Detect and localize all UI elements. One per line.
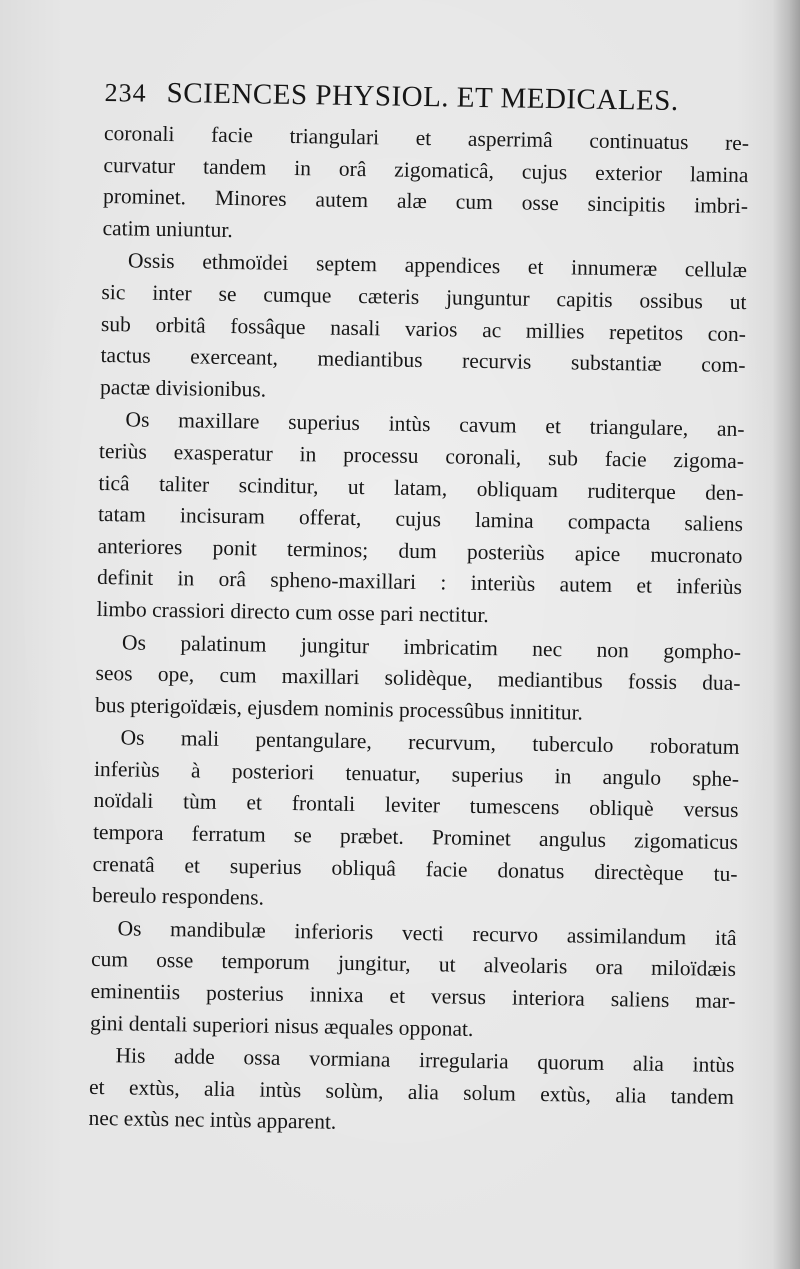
text-line: bereulo respondens. [91, 883, 265, 910]
text-line: gini dentali superiori nisus æquales opponat. [89, 1010, 474, 1041]
paragraph-7 [88, 1040, 734, 1145]
text-line: coronali facie triangulari et asperrimâ continuatus re- [103, 120, 750, 156]
text-line: curvatur tandem in orâ zigomaticâ, cujus exterior lamina [103, 152, 749, 187]
paragraph-3 [96, 404, 744, 635]
text-line: tactus exerceant, mediantibus recurvis substantiæ com- [100, 343, 746, 378]
text-block [88, 72, 750, 1145]
text-line: teriùs exasperatur in processu coronali, sub facie zigoma- [98, 438, 745, 474]
page-number: 234 [104, 77, 147, 108]
text-line: prominet. Minores autem alæ cum osse sincipitis imbri- [102, 184, 749, 219]
text-line: inferiùs à posteriori tenuatur, superius in angulo sphe- [93, 756, 740, 791]
text-line: Os palatinum jungitur imbricatim nec non gompho- [121, 629, 742, 664]
text-line: His adde ossa vormiana irregularia quorum alia intùs [115, 1043, 735, 1078]
running-head [104, 72, 750, 126]
page-edge-shadow [772, 0, 800, 1269]
paragraph-5 [92, 722, 740, 922]
text-line: crenatâ et superius obliquâ facie donatus directèque tu- [92, 851, 738, 886]
text-line: noïdali tùm et frontali leviter tumescens obliquè versus [93, 788, 739, 823]
paragraph-6 [90, 913, 737, 1049]
text-line: Os mali pentangulare, recurvum, tuberculo roboratum [120, 725, 740, 760]
paragraph-2 [100, 245, 747, 413]
text-line: Os mandibulæ inferioris vecti recurvo assimilandum itâ [117, 916, 737, 950]
text-line: definit in orâ spheno-maxillari : interiùs autem et inferiùs [96, 565, 743, 600]
text-line: nec extùs nec intùs apparent. [88, 1106, 337, 1135]
running-title: SCIENCES PHYSIOL. ET MEDICALES. [166, 76, 679, 118]
paragraph-1 [102, 118, 749, 254]
text-line: pactæ divisionibus. [99, 374, 267, 402]
text-line: et extùs, alia intùs solùm, alia solum extùs, alia tandem [88, 1074, 735, 1109]
text-line: catim uniuntur. [102, 215, 233, 242]
text-line: cum osse temporum jungitur, ut alveolaris ora miloïdæis [90, 947, 737, 982]
text-line: tempora ferratum se præbet. Prominet angulus zigomaticus [92, 819, 739, 855]
text-line: eminentiis posterius innixa et versus interiora saliens mar- [90, 978, 736, 1014]
text-line: tatam incisuram offerat, cujus lamina compacta saliens [97, 502, 744, 537]
text-line: ticâ taliter scinditur, ut latam, obliquam ruditerque den- [98, 470, 744, 505]
text-line: Ossis ethmoïdei septem appendices et innumeræ cellulæ [127, 248, 748, 283]
paragraph-4 [95, 626, 741, 731]
text-line: anteriores ponit terminos; dum posteriùs apice mucronato [97, 533, 743, 568]
text-line: bus pterigoïdæis, ejusdem nominis processûbus innititur. [94, 692, 584, 725]
text-line: sic inter se cumque cæteris junguntur capitis ossibus ut [101, 279, 747, 315]
text-line: limbo crassiori directo cum osse pari nectitur. [96, 596, 489, 628]
text-line: seos ope, cum maxillari solidèque, mediantibus fossis dua- [95, 661, 741, 696]
text-line: sub orbitâ fossâque nasali varios ac millies repetitos con- [100, 311, 747, 346]
text-line: Os maxillare superius intùs cavum et triangulare, an- [125, 407, 745, 442]
